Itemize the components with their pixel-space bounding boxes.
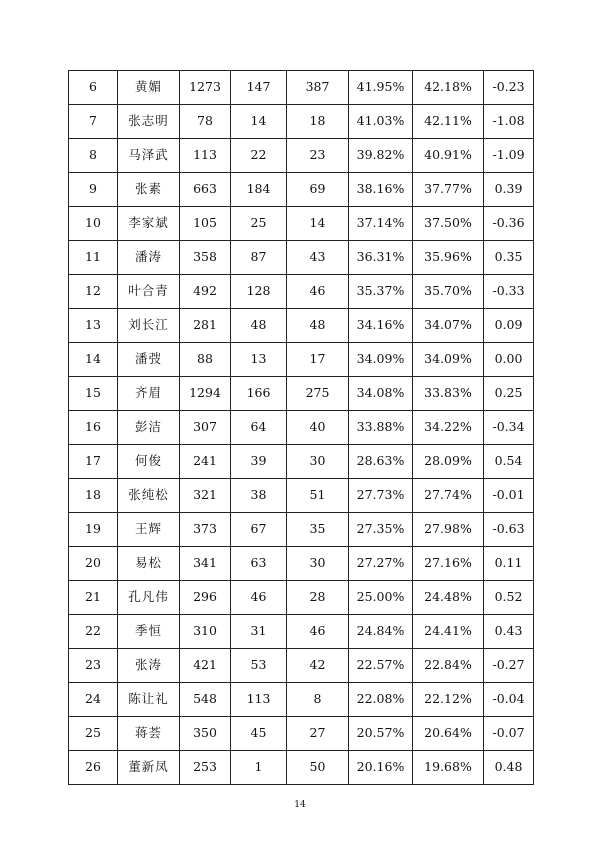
percent-1-cell: 27.73%	[349, 479, 413, 513]
percent-1-cell: 27.35%	[349, 513, 413, 547]
rank-cell: 24	[69, 683, 118, 717]
count-3-cell: 387	[287, 71, 349, 105]
rank-cell: 15	[69, 377, 118, 411]
difference-cell: 0.48	[484, 751, 534, 785]
name-cell: 马泽武	[118, 139, 180, 173]
difference-cell: -0.34	[484, 411, 534, 445]
percent-1-cell: 35.37%	[349, 275, 413, 309]
difference-cell: 0.54	[484, 445, 534, 479]
rank-cell: 14	[69, 343, 118, 377]
table-row	[69, 649, 534, 683]
percent-1-cell: 37.14%	[349, 207, 413, 241]
name-cell: 张纯松	[118, 479, 180, 513]
count-1-cell: 492	[180, 275, 231, 309]
percent-2-cell: 37.50%	[413, 207, 484, 241]
percent-1-cell: 22.57%	[349, 649, 413, 683]
name-cell: 潘涛	[118, 241, 180, 275]
rank-cell: 10	[69, 207, 118, 241]
table-row	[69, 479, 534, 513]
difference-cell: -0.01	[484, 479, 534, 513]
percent-1-cell: 38.16%	[349, 173, 413, 207]
count-3-cell: 42	[287, 649, 349, 683]
name-cell: 蒋荟	[118, 717, 180, 751]
count-1-cell: 1273	[180, 71, 231, 105]
name-cell: 张素	[118, 173, 180, 207]
count-3-cell: 69	[287, 173, 349, 207]
difference-cell: -1.09	[484, 139, 534, 173]
count-2-cell: 31	[231, 615, 287, 649]
difference-cell: -0.33	[484, 275, 534, 309]
rank-cell: 18	[69, 479, 118, 513]
count-1-cell: 88	[180, 343, 231, 377]
percent-2-cell: 27.16%	[413, 547, 484, 581]
table-row	[69, 751, 534, 785]
difference-cell: 0.25	[484, 377, 534, 411]
ranking-table	[68, 70, 534, 785]
percent-2-cell: 35.96%	[413, 241, 484, 275]
percent-2-cell: 40.91%	[413, 139, 484, 173]
table-row	[69, 411, 534, 445]
percent-2-cell: 42.11%	[413, 105, 484, 139]
table-row	[69, 241, 534, 275]
count-1-cell: 663	[180, 173, 231, 207]
count-1-cell: 105	[180, 207, 231, 241]
percent-1-cell: 34.16%	[349, 309, 413, 343]
table-row	[69, 615, 534, 649]
name-cell: 潘弢	[118, 343, 180, 377]
count-2-cell: 45	[231, 717, 287, 751]
count-3-cell: 48	[287, 309, 349, 343]
percent-2-cell: 42.18%	[413, 71, 484, 105]
name-cell: 彭洁	[118, 411, 180, 445]
difference-cell: -1.08	[484, 105, 534, 139]
count-2-cell: 184	[231, 173, 287, 207]
percent-2-cell: 27.74%	[413, 479, 484, 513]
count-3-cell: 40	[287, 411, 349, 445]
count-1-cell: 321	[180, 479, 231, 513]
count-2-cell: 53	[231, 649, 287, 683]
rank-cell: 16	[69, 411, 118, 445]
count-2-cell: 128	[231, 275, 287, 309]
percent-2-cell: 37.77%	[413, 173, 484, 207]
table-row	[69, 309, 534, 343]
rank-cell: 9	[69, 173, 118, 207]
percent-2-cell: 24.41%	[413, 615, 484, 649]
count-1-cell: 421	[180, 649, 231, 683]
percent-2-cell: 34.09%	[413, 343, 484, 377]
name-cell: 孔凡伟	[118, 581, 180, 615]
count-3-cell: 23	[287, 139, 349, 173]
count-1-cell: 78	[180, 105, 231, 139]
rank-cell: 13	[69, 309, 118, 343]
table-row	[69, 71, 534, 105]
difference-cell: 0.43	[484, 615, 534, 649]
rank-cell: 8	[69, 139, 118, 173]
name-cell: 易松	[118, 547, 180, 581]
percent-1-cell: 28.63%	[349, 445, 413, 479]
count-2-cell: 1	[231, 751, 287, 785]
count-2-cell: 25	[231, 207, 287, 241]
count-1-cell: 253	[180, 751, 231, 785]
table-row	[69, 343, 534, 377]
count-2-cell: 67	[231, 513, 287, 547]
table-row	[69, 207, 534, 241]
rank-cell: 26	[69, 751, 118, 785]
count-1-cell: 310	[180, 615, 231, 649]
rank-cell: 25	[69, 717, 118, 751]
count-3-cell: 18	[287, 105, 349, 139]
percent-2-cell: 19.68%	[413, 751, 484, 785]
count-2-cell: 38	[231, 479, 287, 513]
count-3-cell: 27	[287, 717, 349, 751]
count-1-cell: 373	[180, 513, 231, 547]
count-1-cell: 241	[180, 445, 231, 479]
percent-2-cell: 34.22%	[413, 411, 484, 445]
percent-2-cell: 20.64%	[413, 717, 484, 751]
name-cell: 刘长江	[118, 309, 180, 343]
difference-cell: 0.52	[484, 581, 534, 615]
page-number: 14	[294, 800, 306, 810]
count-3-cell: 43	[287, 241, 349, 275]
name-cell: 董新凤	[118, 751, 180, 785]
table-row	[69, 275, 534, 309]
difference-cell: 0.39	[484, 173, 534, 207]
percent-1-cell: 39.82%	[349, 139, 413, 173]
name-cell: 黄媚	[118, 71, 180, 105]
rank-cell: 21	[69, 581, 118, 615]
count-2-cell: 147	[231, 71, 287, 105]
table-row	[69, 445, 534, 479]
count-1-cell: 113	[180, 139, 231, 173]
count-3-cell: 51	[287, 479, 349, 513]
percent-1-cell: 20.57%	[349, 717, 413, 751]
percent-2-cell: 22.84%	[413, 649, 484, 683]
table-body	[69, 71, 534, 785]
count-3-cell: 46	[287, 615, 349, 649]
percent-1-cell: 25.00%	[349, 581, 413, 615]
difference-cell: 0.11	[484, 547, 534, 581]
difference-cell: -0.36	[484, 207, 534, 241]
difference-cell: -0.27	[484, 649, 534, 683]
count-1-cell: 307	[180, 411, 231, 445]
table-row	[69, 683, 534, 717]
table-row	[69, 105, 534, 139]
count-2-cell: 166	[231, 377, 287, 411]
rank-cell: 6	[69, 71, 118, 105]
count-1-cell: 296	[180, 581, 231, 615]
rank-cell: 19	[69, 513, 118, 547]
percent-1-cell: 27.27%	[349, 547, 413, 581]
name-cell: 陈让礼	[118, 683, 180, 717]
percent-1-cell: 34.09%	[349, 343, 413, 377]
count-1-cell: 548	[180, 683, 231, 717]
count-1-cell: 1294	[180, 377, 231, 411]
name-cell: 张志明	[118, 105, 180, 139]
difference-cell: 0.09	[484, 309, 534, 343]
name-cell: 季恒	[118, 615, 180, 649]
rank-cell: 11	[69, 241, 118, 275]
table-row	[69, 377, 534, 411]
percent-2-cell: 35.70%	[413, 275, 484, 309]
difference-cell: -0.04	[484, 683, 534, 717]
difference-cell: -0.23	[484, 71, 534, 105]
count-3-cell: 35	[287, 513, 349, 547]
count-1-cell: 350	[180, 717, 231, 751]
percent-1-cell: 41.03%	[349, 105, 413, 139]
count-3-cell: 50	[287, 751, 349, 785]
difference-cell: -0.07	[484, 717, 534, 751]
count-3-cell: 17	[287, 343, 349, 377]
name-cell: 张涛	[118, 649, 180, 683]
percent-2-cell: 28.09%	[413, 445, 484, 479]
name-cell: 齐眉	[118, 377, 180, 411]
count-2-cell: 48	[231, 309, 287, 343]
percent-1-cell: 33.88%	[349, 411, 413, 445]
count-2-cell: 87	[231, 241, 287, 275]
count-3-cell: 275	[287, 377, 349, 411]
table-row	[69, 547, 534, 581]
table-row	[69, 173, 534, 207]
count-3-cell: 28	[287, 581, 349, 615]
table-row	[69, 139, 534, 173]
count-2-cell: 14	[231, 105, 287, 139]
difference-cell: -0.63	[484, 513, 534, 547]
percent-1-cell: 36.31%	[349, 241, 413, 275]
count-2-cell: 46	[231, 581, 287, 615]
name-cell: 李家斌	[118, 207, 180, 241]
percent-1-cell: 41.95%	[349, 71, 413, 105]
rank-cell: 12	[69, 275, 118, 309]
name-cell: 叶合青	[118, 275, 180, 309]
rank-cell: 17	[69, 445, 118, 479]
count-2-cell: 39	[231, 445, 287, 479]
percent-1-cell: 24.84%	[349, 615, 413, 649]
percent-1-cell: 20.16%	[349, 751, 413, 785]
rank-cell: 20	[69, 547, 118, 581]
count-1-cell: 281	[180, 309, 231, 343]
count-2-cell: 22	[231, 139, 287, 173]
rank-cell: 7	[69, 105, 118, 139]
difference-cell: 0.00	[484, 343, 534, 377]
count-3-cell: 30	[287, 547, 349, 581]
rank-cell: 23	[69, 649, 118, 683]
count-3-cell: 14	[287, 207, 349, 241]
table-row	[69, 717, 534, 751]
count-2-cell: 63	[231, 547, 287, 581]
name-cell: 王辉	[118, 513, 180, 547]
percent-2-cell: 27.98%	[413, 513, 484, 547]
percent-2-cell: 22.12%	[413, 683, 484, 717]
table-row	[69, 581, 534, 615]
count-2-cell: 64	[231, 411, 287, 445]
count-1-cell: 341	[180, 547, 231, 581]
percent-2-cell: 24.48%	[413, 581, 484, 615]
name-cell: 何俊	[118, 445, 180, 479]
count-3-cell: 30	[287, 445, 349, 479]
percent-1-cell: 34.08%	[349, 377, 413, 411]
count-1-cell: 358	[180, 241, 231, 275]
rank-cell: 22	[69, 615, 118, 649]
table-row	[69, 513, 534, 547]
count-2-cell: 113	[231, 683, 287, 717]
percent-2-cell: 34.07%	[413, 309, 484, 343]
difference-cell: 0.35	[484, 241, 534, 275]
count-3-cell: 8	[287, 683, 349, 717]
count-2-cell: 13	[231, 343, 287, 377]
count-3-cell: 46	[287, 275, 349, 309]
percent-1-cell: 22.08%	[349, 683, 413, 717]
percent-2-cell: 33.83%	[413, 377, 484, 411]
